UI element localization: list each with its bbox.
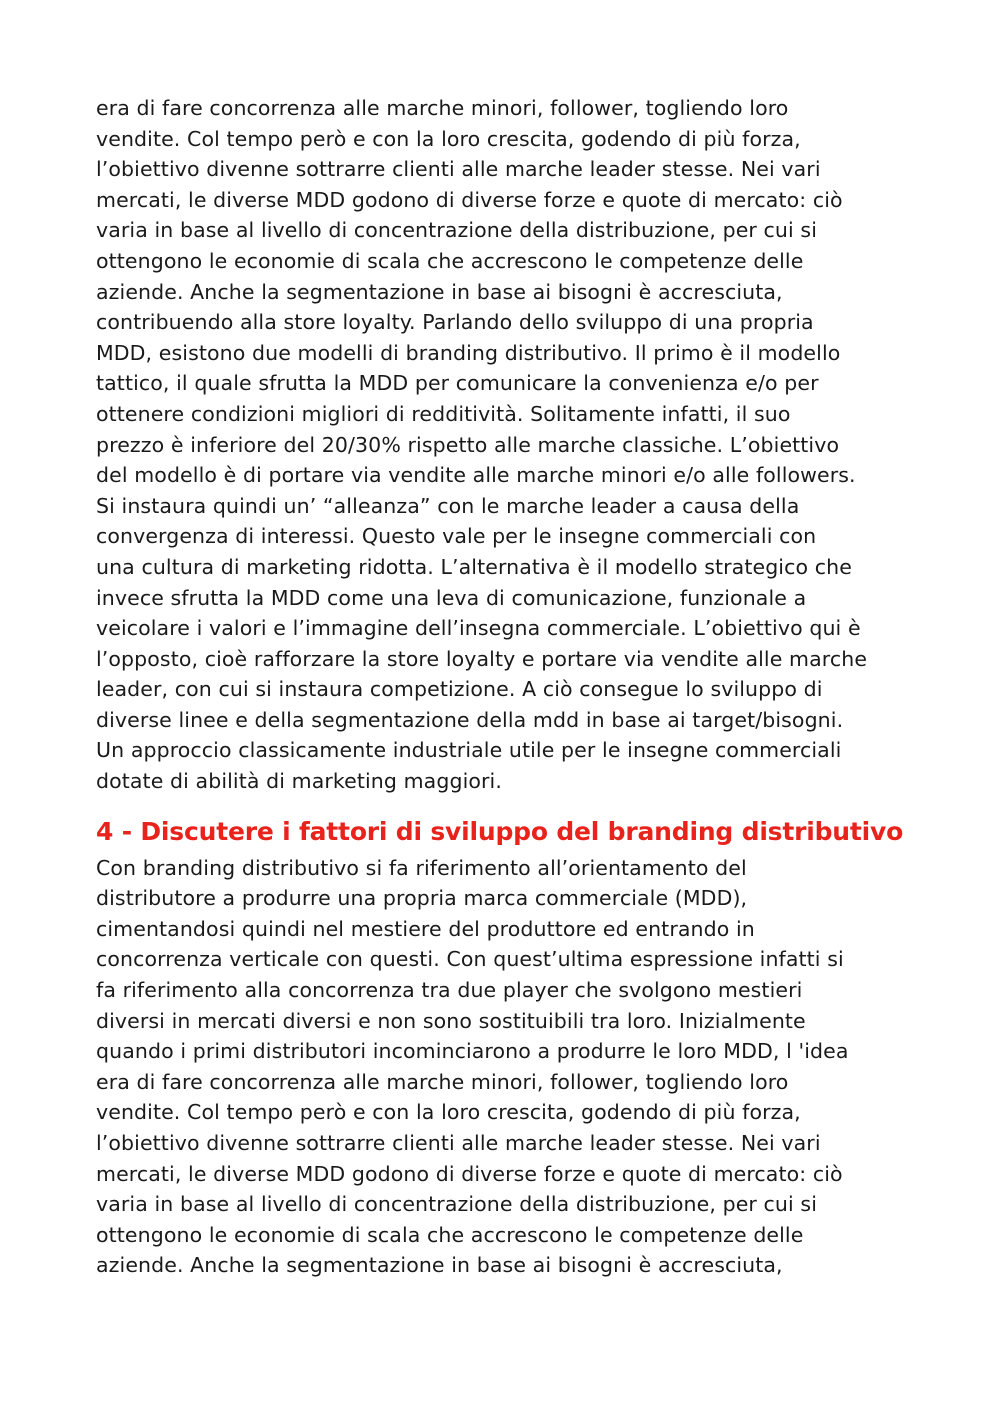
text-line: leader, con cui si instaura competizione. A ciò consegue lo sviluppo di bbox=[96, 677, 823, 702]
document-body bbox=[96, 93, 916, 1281]
text-line: era di fare concorrenza alle marche minori, follower, togliendo loro bbox=[96, 1069, 789, 1094]
text-line: mercati, le diverse MDD godono di diverse forze e quote di mercato: ciò bbox=[96, 187, 843, 212]
text-line: l’obiettivo divenne sottrarre clienti alle marche leader stesse. Nei vari bbox=[96, 1131, 821, 1155]
text-line: ottengono le economie di scala che accrescono le competenze delle bbox=[96, 248, 804, 273]
text-line: vendite. Col tempo però e con la loro crescita, godendo di più forza, bbox=[96, 126, 801, 151]
text-line: diversi in mercati diversi e non sono sostituibili tra loro. Inizialmente bbox=[96, 1008, 806, 1033]
text-line: Un approccio classicamente industriale utile per le insegne commerciali bbox=[96, 738, 842, 763]
text-line: Con branding distributivo si fa riferimento all’orientamento del bbox=[96, 855, 747, 880]
text-line: l’obiettivo divenne sottrarre clienti alle marche leader stesse. Nei vari bbox=[96, 157, 821, 182]
text-line: concorrenza verticale con questi. Con quest’ultima espressione infatti si bbox=[96, 947, 844, 972]
text-line: distributore a produrre una propria marca commerciale (MDD), bbox=[96, 886, 748, 911]
text-line: cimentandosi quindi nel mestiere del produttore ed entrando in bbox=[96, 916, 755, 941]
text-line: mercati, le diverse MDD godono di diverse forze e quote di mercato: ciò bbox=[96, 1161, 843, 1186]
text-line: tattico, il quale sfrutta la MDD per comunicare la convenienza e/o per bbox=[96, 371, 819, 396]
text-line: MDD, esistono due modelli di branding distributivo. Il primo è il modello bbox=[96, 340, 841, 365]
paragraph-2 bbox=[96, 853, 916, 1281]
text-line: ottengono le economie di scala che accrescono le competenze delle bbox=[96, 1222, 804, 1247]
text-line: dotate di abilità di marketing maggiori. bbox=[96, 769, 502, 794]
text-line: convergenza di interessi. Questo vale per le insegne commerciali con bbox=[96, 524, 817, 549]
text-line: ottenere condizioni migliori di redditività. Solitamente infatti, il suo bbox=[96, 401, 791, 426]
text-line: diverse linee e della segmentazione della mdd in base ai target/bisogni. bbox=[96, 707, 844, 732]
text-line: contribuendo alla store loyalty. Parlando dello sviluppo di una propria bbox=[96, 310, 814, 335]
text-line: fa riferimento alla concorrenza tra due player che svolgono mestieri bbox=[96, 978, 803, 1003]
text-line: aziende. Anche la segmentazione in base ai bisogni è accresciuta, bbox=[96, 1253, 783, 1278]
text-line: varia in base al livello di concentrazione della distribuzione, per cui si bbox=[96, 218, 818, 243]
text-line: veicolare i valori e l’immagine dell’insegna commerciale. L’obiettivo qui è bbox=[96, 616, 861, 641]
text-line: una cultura di marketing ridotta. L’alternativa è il modello strategico che bbox=[96, 554, 852, 579]
text-line: del modello è di portare via vendite alle marche minori e/o alle followers. bbox=[96, 463, 856, 488]
text-line: aziende. Anche la segmentazione in base ai bisogni è accresciuta, bbox=[96, 279, 783, 304]
text-line: Si instaura quindi un’ “alleanza” con le marche leader a causa della bbox=[96, 493, 800, 518]
text-line: quando i primi distributori incominciarono a produrre le loro MDD, l 'idea bbox=[96, 1039, 849, 1064]
paragraph-1 bbox=[96, 93, 916, 797]
text-line: era di fare concorrenza alle marche minori, follower, togliendo loro bbox=[96, 96, 789, 120]
text-line: invece sfrutta la MDD come una leva di comunicazione, funzionale a bbox=[96, 585, 807, 610]
text-line: l’opposto, cioè rafforzare la store loyalty e portare via vendite alle marche bbox=[96, 646, 868, 671]
text-line: prezzo è inferiore del 20/30% rispetto alle marche classiche. L’obiettivo bbox=[96, 432, 840, 457]
text-line: vendite. Col tempo però e con la loro crescita, godendo di più forza, bbox=[96, 1100, 801, 1125]
section-heading: 4 - Discutere i fattori di sviluppo del branding distributivo bbox=[96, 816, 904, 846]
text-line: varia in base al livello di concentrazione della distribuzione, per cui si bbox=[96, 1192, 818, 1217]
